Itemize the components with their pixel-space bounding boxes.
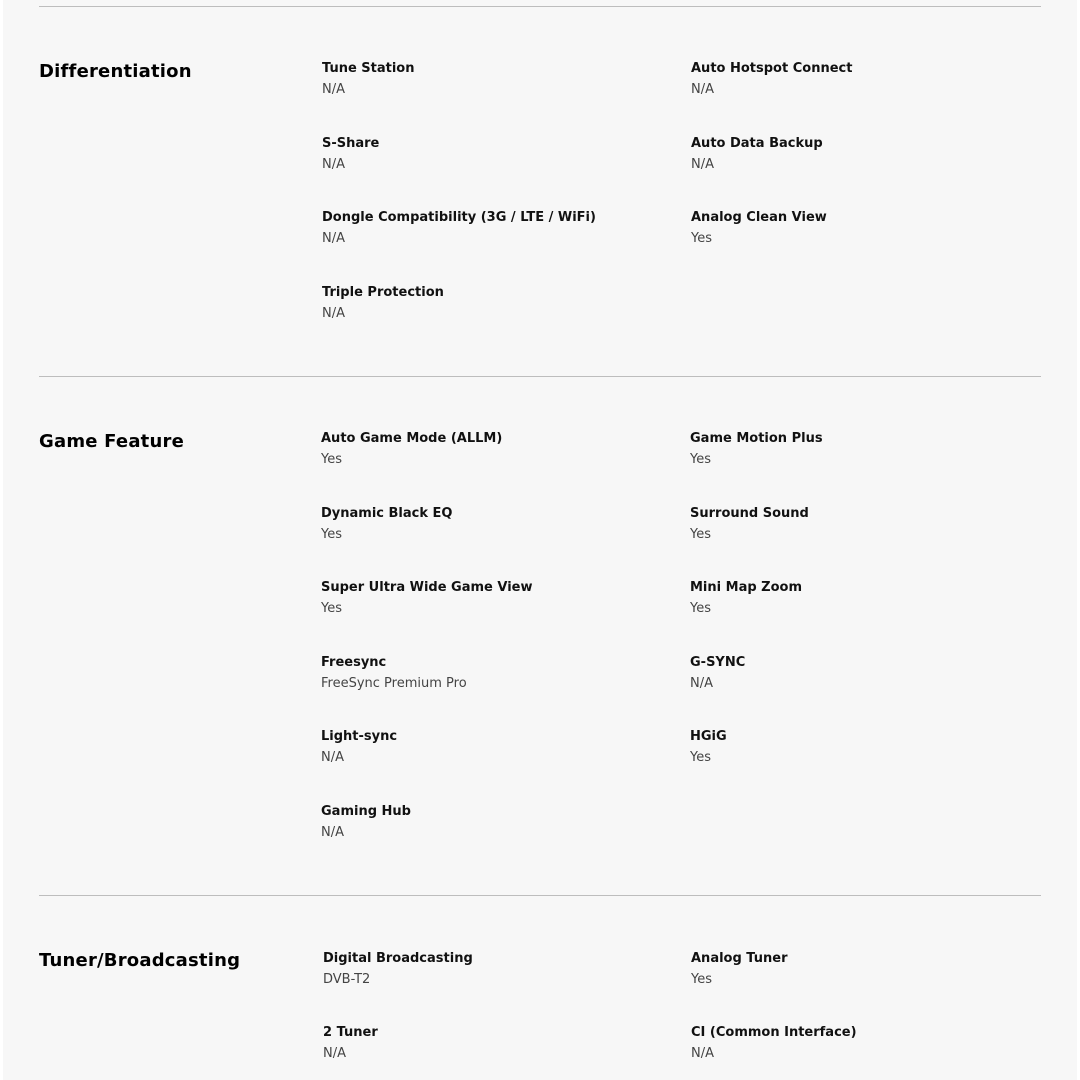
spec-value: Yes [690,527,711,542]
section-divider [39,6,1041,7]
spec-label: Light-sync [321,729,398,744]
spec-item [322,209,662,248]
spec-item [322,135,662,174]
spec-item [691,135,1031,174]
spec-label: Triple Protection [322,285,444,300]
spec-item [691,60,1031,99]
spec-label: Freesync [321,655,387,670]
spec-label: 2 Tuner [323,1025,378,1040]
spec-label: S-Share [322,136,380,151]
section-title: Differentiation [39,61,192,82]
spec-value: DVB-T2 [323,972,371,987]
spec-item [690,579,1030,618]
spec-item [321,430,661,469]
spec-value: N/A [691,82,714,97]
spec-value: N/A [322,306,345,321]
spec-label: Digital Broadcasting [323,951,473,966]
spec-item [691,950,1031,989]
spec-value: Yes [691,231,712,246]
spec-label: Auto Hotspot Connect [691,61,853,76]
spec-item [321,654,661,693]
spec-item [690,654,1030,693]
spec-value: Yes [690,452,711,467]
spec-value: Yes [690,750,711,765]
spec-label: Super Ultra Wide Game View [321,580,533,595]
section-title: Game Feature [39,431,184,452]
spec-value: Yes [691,972,712,987]
spec-label: Gaming Hub [321,804,411,819]
spec-label: Mini Map Zoom [690,580,803,595]
spec-item [322,284,662,323]
spec-value: FreeSync Premium Pro [321,676,467,691]
spec-value: N/A [691,1046,714,1061]
spec-item [323,1024,663,1063]
spec-item [323,950,663,989]
spec-item [321,728,661,767]
spec-value: N/A [322,231,345,246]
spec-page [3,0,1077,1080]
spec-item [321,803,661,842]
spec-label: Auto Game Mode (ALLM) [321,431,503,446]
spec-item [690,430,1030,469]
spec-value: N/A [322,157,345,172]
spec-label: Analog Clean View [691,210,827,225]
spec-value: Yes [321,601,342,616]
spec-label: Analog Tuner [691,951,788,966]
spec-label: Game Motion Plus [690,431,823,446]
spec-item [321,579,661,618]
section-title: Tuner/Broadcasting [39,950,241,971]
spec-item [322,60,662,99]
section-divider [39,895,1041,896]
spec-value: Yes [690,601,711,616]
spec-value: N/A [322,82,345,97]
spec-value: Yes [321,452,342,467]
spec-label: Surround Sound [690,506,809,521]
spec-label: Tune Station [322,61,415,76]
spec-value: N/A [323,1046,346,1061]
spec-item [691,1024,1031,1063]
spec-value: N/A [321,825,344,840]
spec-item [691,209,1031,248]
spec-value: N/A [691,157,714,172]
section-divider [39,376,1041,377]
spec-value: N/A [690,676,713,691]
spec-item [321,505,661,544]
spec-item [690,505,1030,544]
spec-label: Auto Data Backup [691,136,823,151]
spec-value: Yes [321,527,342,542]
spec-label: Dynamic Black EQ [321,506,453,521]
spec-label: HGiG [690,729,727,744]
spec-label: CI (Common Interface) [691,1025,857,1040]
spec-label: G-SYNC [690,655,746,670]
spec-value: N/A [321,750,344,765]
spec-item [690,728,1030,767]
spec-label: Dongle Compatibility (3G / LTE / WiFi) [322,210,596,225]
